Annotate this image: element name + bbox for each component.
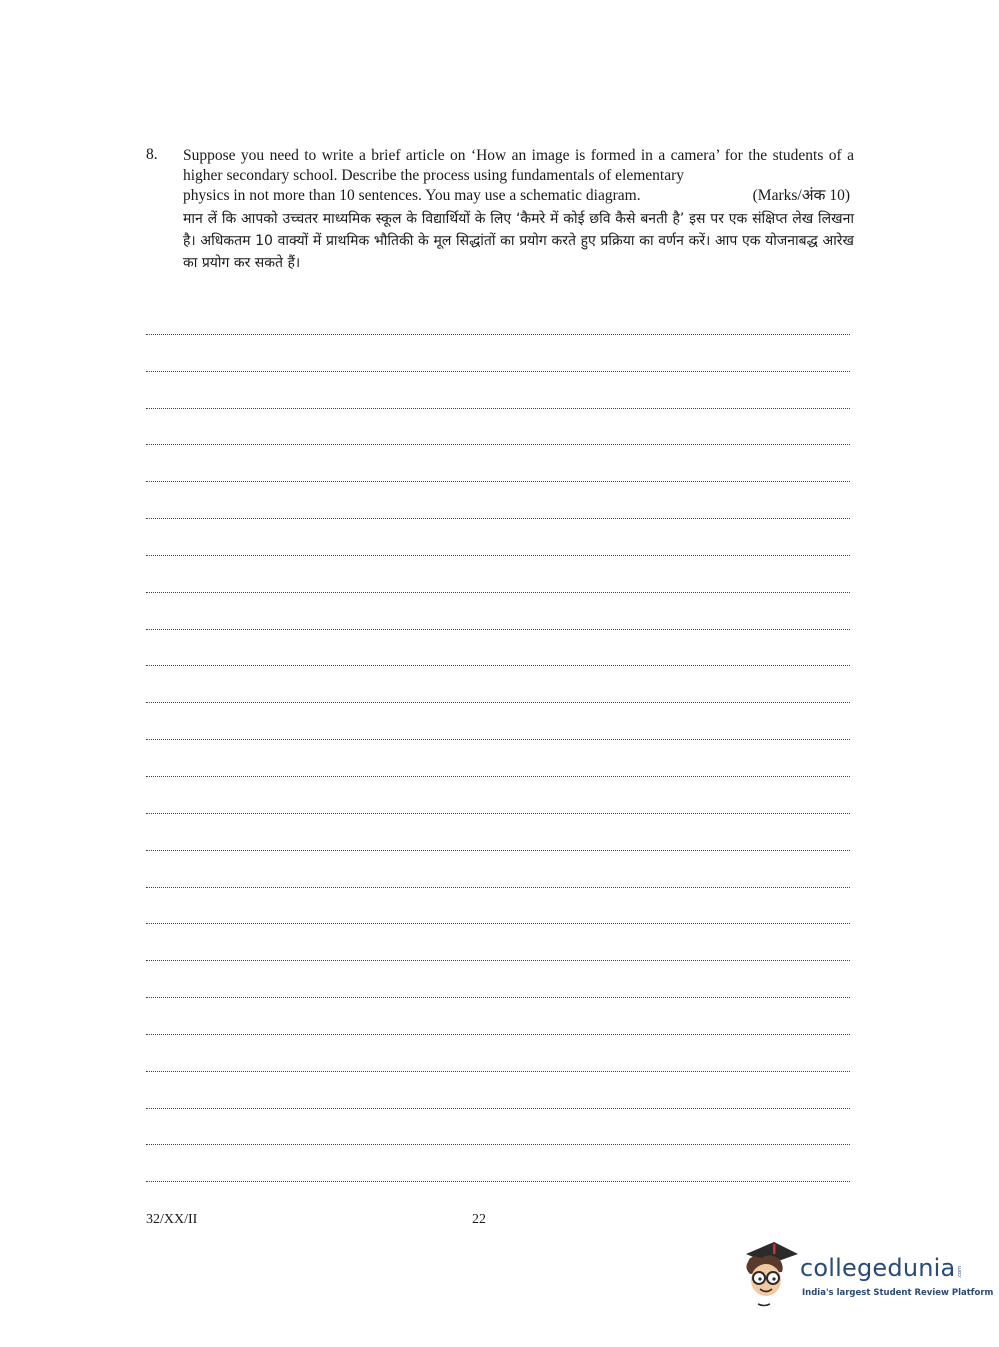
answer-line[interactable] [146,519,850,556]
answer-line[interactable] [146,593,850,630]
answer-line[interactable] [146,888,850,925]
page-number: 22 [472,1212,486,1227]
answer-line[interactable] [146,298,850,335]
answer-line[interactable] [146,1109,850,1146]
answer-line[interactable] [146,1072,850,1109]
answer-lines [146,298,850,1182]
answer-line[interactable] [146,372,850,409]
answer-line[interactable] [146,777,850,814]
answer-line[interactable] [146,998,850,1035]
paper-code: 32/XX/II [146,1212,198,1227]
answer-line[interactable] [146,630,850,667]
answer-line[interactable] [146,482,850,519]
question-text-english-last-line: physics in not more than 10 sentences. You may use a schematic diagram. [183,187,641,204]
mascot-icon [740,1240,802,1310]
answer-line[interactable] [146,409,850,446]
answer-line[interactable] [146,445,850,482]
question-text-hindi: मान लें कि आपको उच्चतर माध्यमिक स्कूल के विद्यार्थियों के लिए ‘कैमरे में कोई छवि कैसे बनती है’ इस पर एक संक्षिप्त लेख लिखना है। अधिकतम 10 वाक्यों में प्राथमिक भौतिकी के मूल सिद्धांतों का प्रयोग करते हुए प्रक्रिया का वर्णन करें। आप एक योजनाबद्ध आरेख का प्रयोग कर सकते हैं। [183,211,854,271]
answer-line[interactable] [146,1035,850,1072]
answer-line[interactable] [146,556,850,593]
answer-line[interactable] [146,740,850,777]
answer-line[interactable] [146,703,850,740]
answer-line[interactable] [146,1145,850,1182]
question-body [183,146,854,274]
question-text-english: Suppose you need to write a brief article on ‘How an image is formed in a camera’ for the students of a higher secondary school. Describe the process using fundamentals of elementary [183,147,854,184]
question-text-english-last [183,186,854,206]
answer-line[interactable] [146,851,850,888]
logo-tagline: India's largest Student Review Platform [802,1288,994,1298]
logo-wordmark: collegedunia [800,1254,956,1282]
answer-line[interactable] [146,924,850,961]
answer-line[interactable] [146,335,850,372]
answer-line[interactable] [146,666,850,703]
answer-line[interactable] [146,961,850,998]
logo-suffix: .com [957,1266,963,1279]
question-marks: (Marks/अंक 10) [752,187,850,204]
question-number: 8. [146,146,158,163]
collegedunia-logo [740,1240,994,1310]
answer-line[interactable] [146,814,850,851]
